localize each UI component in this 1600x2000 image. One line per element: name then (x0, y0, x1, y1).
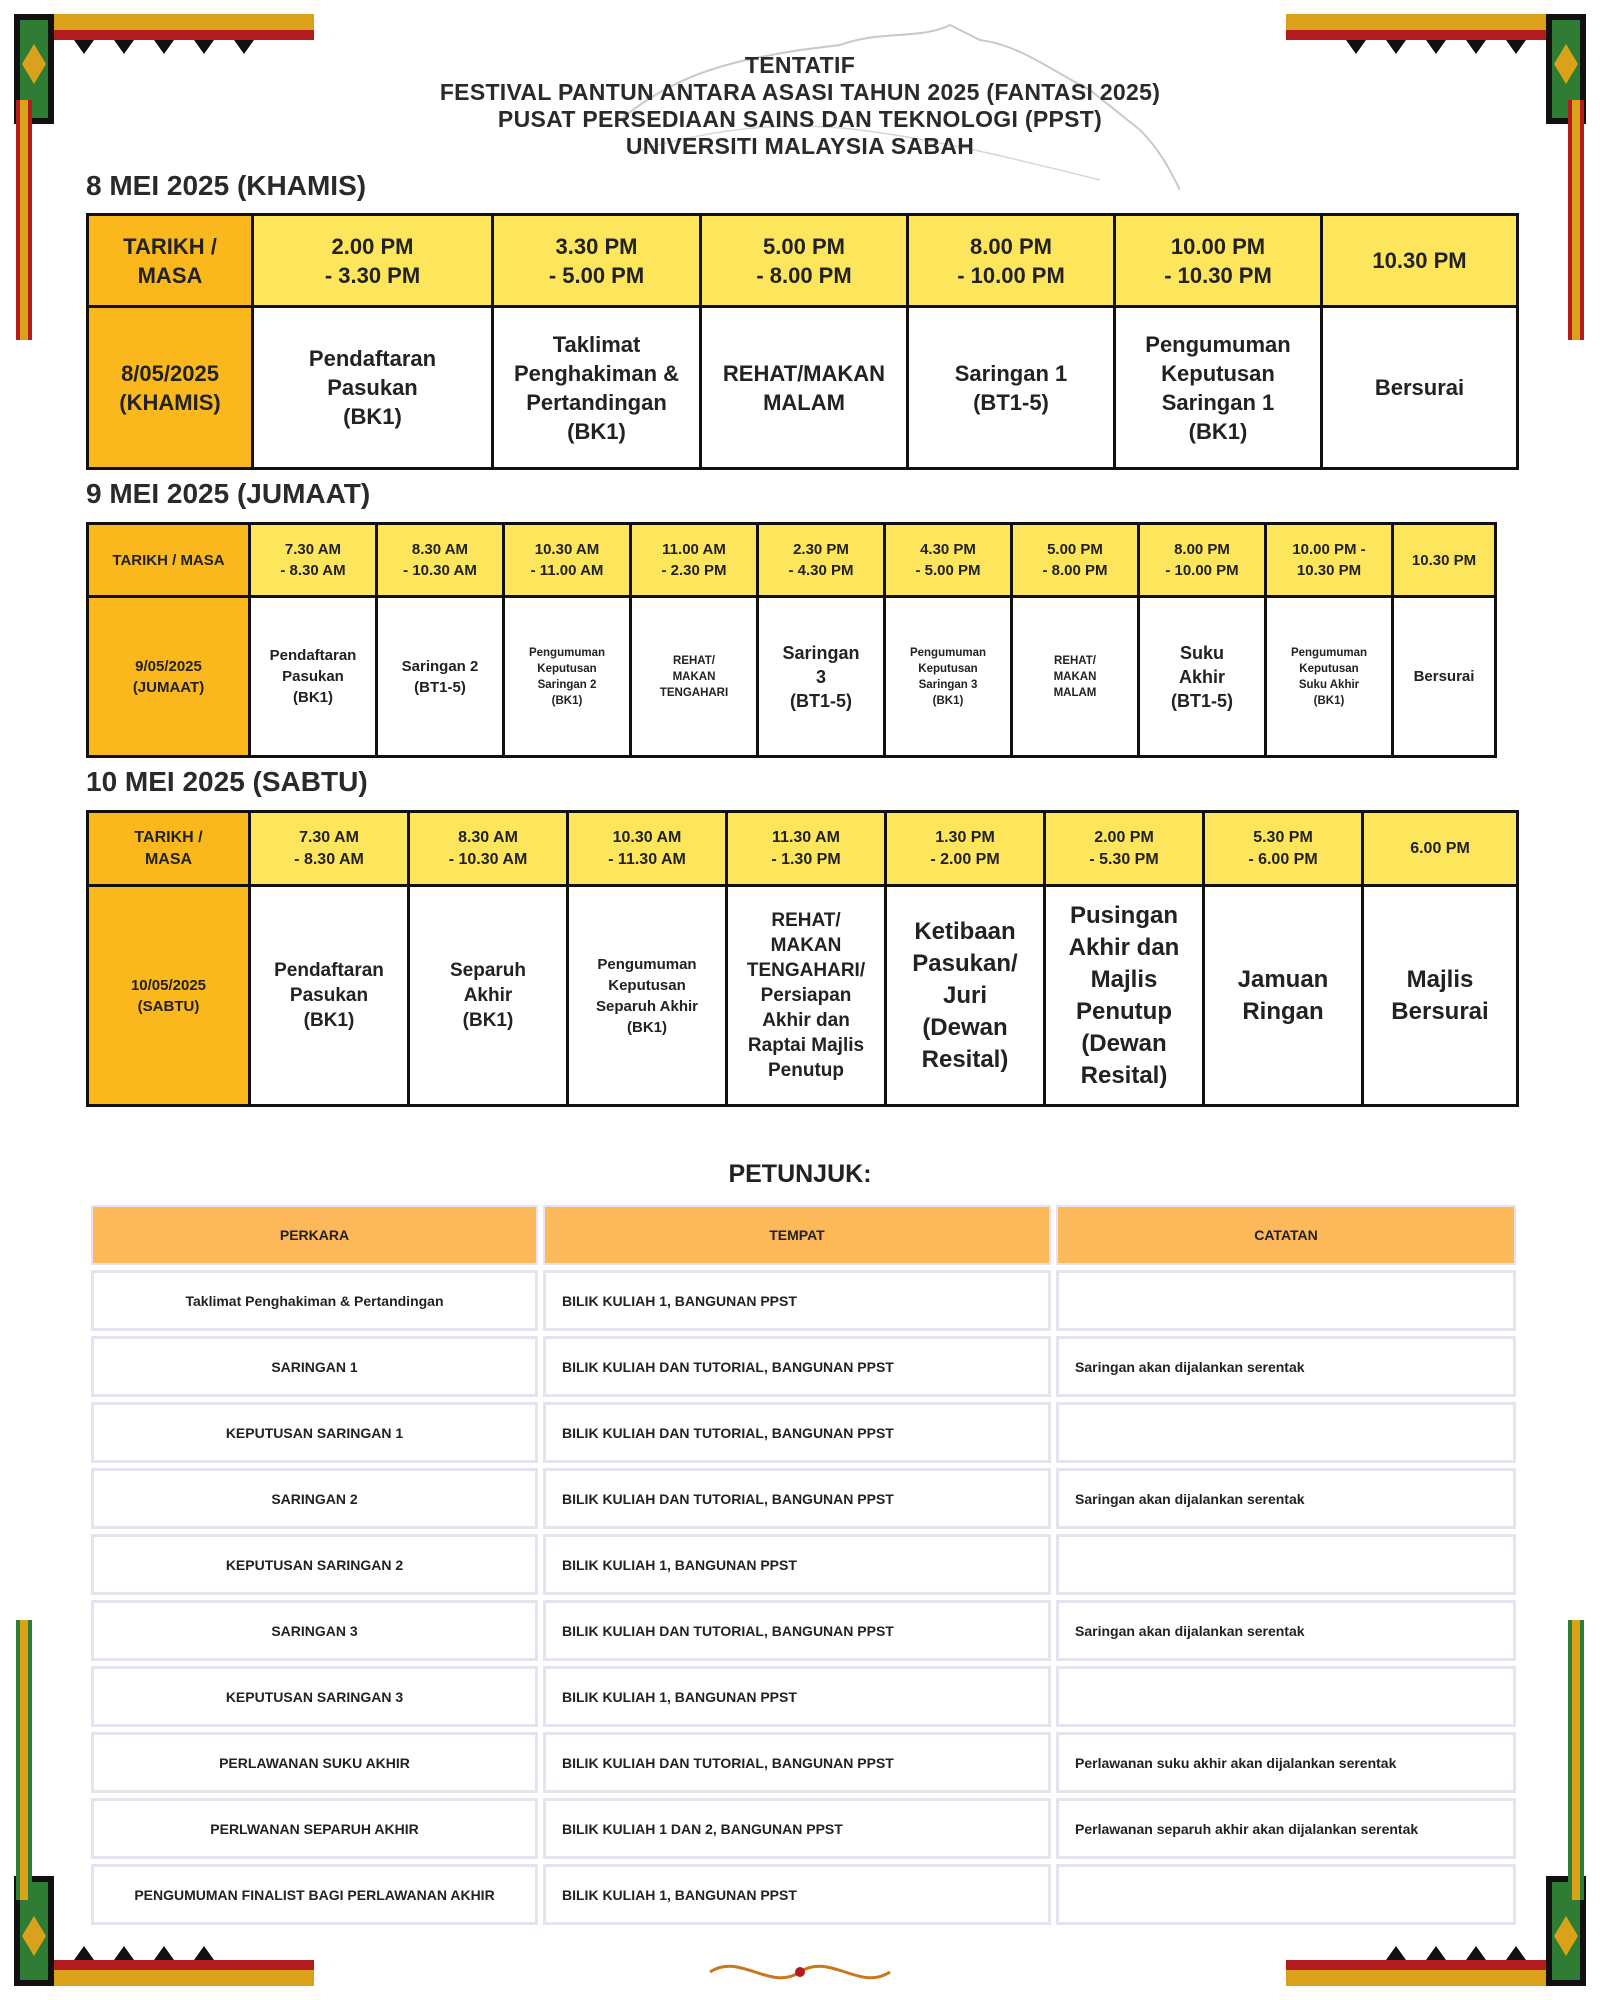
time-slot: 1.30 PM - 2.00 PM (886, 812, 1045, 886)
header-line: FESTIVAL PANTUN ANTARA ASASI TAHUN 2025 (FANTASI 2025) (439, 79, 1161, 105)
header-line: TENTATIF (744, 52, 856, 78)
table-row (91, 1864, 1516, 1925)
event-cell: Saringan 2 (BT1-5) (377, 597, 504, 757)
time-slot: 3.30 PM - 5.00 PM (493, 215, 701, 307)
table-row (91, 1600, 1516, 1661)
catatan-cell (1056, 1666, 1516, 1727)
catatan-cell (1056, 1864, 1516, 1925)
time-slot: 7.30 AM - 8.30 AM (250, 524, 377, 597)
corner-header: TARIKH / MASA (88, 524, 250, 597)
schedule-table-day1 (86, 213, 1519, 470)
date-cell: 10/05/2025 (SABTU) (88, 886, 250, 1106)
header-line: PUSAT PERSEDIAAN SAINS DAN TEKNOLOGI (PPST) (497, 106, 1103, 132)
border-strip-icon (1568, 1620, 1584, 1900)
time-slot: 4.30 PM - 5.00 PM (885, 524, 1012, 597)
table-row (91, 1336, 1516, 1397)
catatan-cell: Saringan akan dijalankan serentak (1056, 1336, 1516, 1397)
event-cell: Bersurai (1322, 307, 1518, 469)
time-slot: 8.30 AM - 10.30 AM (377, 524, 504, 597)
time-header-row (88, 215, 1518, 307)
catatan-cell: Perlawanan suku akhir akan dijalankan serentak (1056, 1732, 1516, 1793)
time-slot: 2.30 PM - 4.30 PM (758, 524, 885, 597)
event-cell: Ketibaan Pasukan/ Juri (Dewan Resital) (886, 886, 1045, 1106)
table-row (91, 1732, 1516, 1793)
tempat-cell: BILIK KULIAH DAN TUTORIAL, BANGUNAN PPST (543, 1600, 1051, 1661)
schedule-table-day2 (86, 522, 1497, 758)
perkara-cell: PERLWANAN SEPARUH AKHIR (91, 1798, 538, 1859)
table-row (91, 1402, 1516, 1463)
event-cell: REHAT/ MAKAN TENGAHARI (631, 597, 758, 757)
table-row (91, 1468, 1516, 1529)
time-slot: 7.30 AM - 8.30 AM (250, 812, 409, 886)
event-cell: Pendaftaran Pasukan (BK1) (250, 597, 377, 757)
perkara-cell: PERLAWANAN SUKU AKHIR (91, 1732, 538, 1793)
time-slot: 5.30 PM - 6.00 PM (1204, 812, 1363, 886)
document-header (0, 52, 1600, 160)
event-cell: Pendaftaran Pasukan (BK1) (253, 307, 493, 469)
event-cell: Pengumuman Keputusan Saringan 2 (BK1) (504, 597, 631, 757)
schedule-table-day3 (86, 810, 1519, 1107)
event-row (88, 597, 1496, 757)
time-slot: 10.00 PM - 10.30 PM (1115, 215, 1322, 307)
tempat-cell: BILIK KULIAH DAN TUTORIAL, BANGUNAN PPST (543, 1402, 1051, 1463)
column-header: PERKARA (91, 1205, 538, 1265)
guide-header-row (91, 1205, 1516, 1265)
time-slot: 10.30 PM (1322, 215, 1518, 307)
perkara-cell: PENGUMUMAN FINALIST BAGI PERLAWANAN AKHIR (91, 1864, 538, 1925)
petunjuk-title: PETUNJUK: (728, 1160, 872, 1188)
event-cell: Pengumuman Keputusan Saringan 1 (BK1) (1115, 307, 1322, 469)
tempat-cell: BILIK KULIAH 1, BANGUNAN PPST (543, 1270, 1051, 1331)
day-title: 8 MEI 2025 (KHAMIS) (86, 170, 367, 201)
catatan-cell: Saringan akan dijalankan serentak (1056, 1468, 1516, 1529)
time-slot: 10.30 PM (1393, 524, 1496, 597)
table-row (91, 1666, 1516, 1727)
event-cell: REHAT/ MAKAN TENGAHARI/ Persiapan Akhir dan Raptai Majlis Penutup (727, 886, 886, 1106)
time-header-row (88, 812, 1518, 886)
event-cell: Pengumuman Keputusan Separuh Akhir (BK1) (568, 886, 727, 1106)
event-cell: REHAT/ MAKAN MALAM (1012, 597, 1139, 757)
event-cell: Pendaftaran Pasukan (BK1) (250, 886, 409, 1106)
event-cell: Pusingan Akhir dan Majlis Penutup (Dewan Resital) (1045, 886, 1204, 1106)
tempat-cell: BILIK KULIAH DAN TUTORIAL, BANGUNAN PPST (543, 1732, 1051, 1793)
column-header: TEMPAT (543, 1205, 1051, 1265)
event-cell: Saringan 1 (BT1-5) (908, 307, 1115, 469)
table-row (91, 1534, 1516, 1595)
perkara-cell: Taklimat Penghakiman & Pertandingan (91, 1270, 538, 1331)
time-slot: 10.30 AM - 11.30 AM (568, 812, 727, 886)
event-row (88, 307, 1518, 469)
table-row (91, 1270, 1516, 1331)
time-slot: 2.00 PM - 5.30 PM (1045, 812, 1204, 886)
catatan-cell: Perlawanan separuh akhir akan dijalankan serentak (1056, 1798, 1516, 1859)
time-slot: 11.00 AM - 2.30 PM (631, 524, 758, 597)
event-cell: Saringan 3 (BT1-5) (758, 597, 885, 757)
event-cell: REHAT/MAKAN MALAM (701, 307, 908, 469)
perkara-cell: KEPUTUSAN SARINGAN 3 (91, 1666, 538, 1727)
event-cell: Separuh Akhir (BK1) (409, 886, 568, 1106)
header-line: UNIVERSITI MALAYSIA SABAH (625, 133, 975, 159)
catatan-cell (1056, 1270, 1516, 1331)
day-title: 9 MEI 2025 (JUMAAT) (86, 478, 371, 509)
time-slot: 10.30 AM - 11.00 AM (504, 524, 631, 597)
event-row (88, 886, 1518, 1106)
time-slot: 6.00 PM (1363, 812, 1518, 886)
date-cell: 8/05/2025 (KHAMIS) (88, 307, 253, 469)
time-slot: 5.00 PM - 8.00 PM (1012, 524, 1139, 597)
corner-header: TARIKH / MASA (88, 215, 253, 307)
event-cell: Jamuan Ringan (1204, 886, 1363, 1106)
date-cell: 9/05/2025 (JUMAAT) (88, 597, 250, 757)
table-row (91, 1798, 1516, 1859)
time-slot: 10.00 PM - 10.30 PM (1266, 524, 1393, 597)
day-title: 10 MEI 2025 (SABTU) (86, 766, 368, 797)
event-cell: Pengumuman Keputusan Suku Akhir (BK1) (1266, 597, 1393, 757)
tempat-cell: BILIK KULIAH 1 DAN 2, BANGUNAN PPST (543, 1798, 1051, 1859)
border-strip-icon (16, 1620, 32, 1900)
time-slot: 5.00 PM - 8.00 PM (701, 215, 908, 307)
column-header: CATATAN (1056, 1205, 1516, 1265)
perkara-cell: SARINGAN 2 (91, 1468, 538, 1529)
time-slot: 8.00 PM - 10.00 PM (1139, 524, 1266, 597)
tempat-cell: BILIK KULIAH 1, BANGUNAN PPST (543, 1864, 1051, 1925)
tempat-cell: BILIK KULIAH DAN TUTORIAL, BANGUNAN PPST (543, 1336, 1051, 1397)
tempat-cell: BILIK KULIAH DAN TUTORIAL, BANGUNAN PPST (543, 1468, 1051, 1529)
perkara-cell: KEPUTUSAN SARINGAN 1 (91, 1402, 538, 1463)
event-cell: Pengumuman Keputusan Saringan 3 (BK1) (885, 597, 1012, 757)
event-cell: Bersurai (1393, 597, 1496, 757)
catatan-cell (1056, 1534, 1516, 1595)
ornament-swirl-icon (700, 1952, 900, 1992)
time-slot: 8.00 PM - 10.00 PM (908, 215, 1115, 307)
time-header-row (88, 524, 1496, 597)
time-slot: 11.30 AM - 1.30 PM (727, 812, 886, 886)
tempat-cell: BILIK KULIAH 1, BANGUNAN PPST (543, 1666, 1051, 1727)
perkara-cell: SARINGAN 3 (91, 1600, 538, 1661)
time-slot: 8.30 AM - 10.30 AM (409, 812, 568, 886)
catatan-cell (1056, 1402, 1516, 1463)
perkara-cell: KEPUTUSAN SARINGAN 2 (91, 1534, 538, 1595)
petunjuk-table (86, 1200, 1521, 1930)
event-cell: Taklimat Penghakiman & Pertandingan (BK1) (493, 307, 701, 469)
tempat-cell: BILIK KULIAH 1, BANGUNAN PPST (543, 1534, 1051, 1595)
time-slot: 2.00 PM - 3.30 PM (253, 215, 493, 307)
catatan-cell: Saringan akan dijalankan serentak (1056, 1600, 1516, 1661)
corner-header: TARIKH / MASA (88, 812, 250, 886)
perkara-cell: SARINGAN 1 (91, 1336, 538, 1397)
event-cell: Majlis Bersurai (1363, 886, 1518, 1106)
event-cell: Suku Akhir (BT1-5) (1139, 597, 1266, 757)
